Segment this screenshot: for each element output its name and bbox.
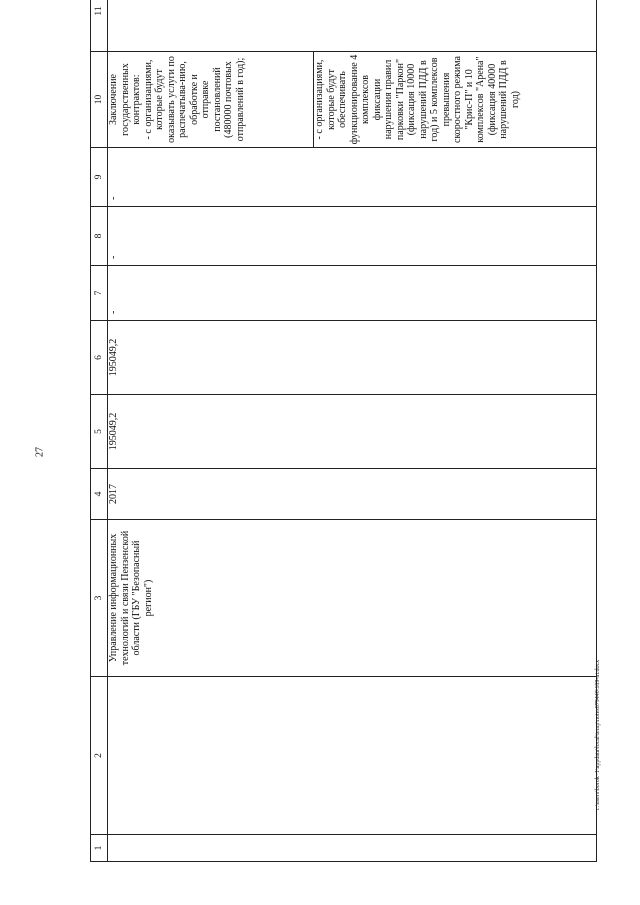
regional-budget-cell: 195049,2 bbox=[108, 321, 597, 395]
page-number: 27 bbox=[34, 447, 46, 457]
year-cell: 2017 bbox=[108, 469, 597, 520]
column-number-1: 1 bbox=[91, 835, 108, 862]
funding-cell-7: - bbox=[108, 266, 597, 321]
column-number-8: 8 bbox=[91, 207, 108, 266]
column-number-row bbox=[91, 0, 108, 862]
results-cell bbox=[108, 52, 597, 148]
results-title: Заключение государственных контрактов: bbox=[108, 63, 142, 136]
column-number-4: 4 bbox=[91, 469, 108, 520]
row-cell-1 bbox=[108, 835, 597, 862]
column-number-2: 2 bbox=[91, 677, 108, 835]
results-item-2: - с организациями, которые будут обеспечивать функционирование 4 комплексов фиксации нарушения правил парковки "Паркон" (фиксация 10000 нарушений ПДД в год) и 5 комплексов превышения скоростного режима "Крис-П" и 10 комплексов "Арена" (фиксация 40000 нарушений ПДД в год) bbox=[314, 54, 521, 145]
rotated-table-sheet bbox=[90, 6, 596, 862]
funding-cell-8: - bbox=[108, 207, 597, 266]
total-funding-cell: 195049,2 bbox=[108, 395, 597, 469]
program-table bbox=[90, 0, 597, 862]
rotated-table-frame bbox=[90, 6, 596, 862]
column-number-10: 10 bbox=[91, 52, 108, 148]
column-number-3: 3 bbox=[91, 520, 108, 677]
funding-cell-9: - bbox=[108, 148, 597, 207]
results-item-1: - с организациями, которые будут оказывать услуги по распечатыва-нию, обработке и отправке постановлений (480000 почтовых отправлений в год); bbox=[142, 56, 246, 143]
column-number-5: 5 bbox=[91, 395, 108, 469]
column-number-7: 7 bbox=[91, 266, 108, 321]
table-row bbox=[108, 0, 597, 862]
executor-cell: Управление информационных технологий и связи Пензенской области (ГБУ "Безопасный регион") bbox=[108, 520, 597, 677]
column-number-6: 6 bbox=[91, 321, 108, 395]
column-number-9: 9 bbox=[91, 148, 108, 207]
row-cell-11 bbox=[108, 0, 597, 52]
column-number-11: 11 bbox=[91, 0, 108, 52]
footer-file-path: c:\users\borok~1\appdata\local\temp\notes879440\189-ni.docx bbox=[595, 659, 601, 811]
results-block-1 bbox=[108, 52, 314, 147]
row-cell-2 bbox=[108, 677, 597, 835]
